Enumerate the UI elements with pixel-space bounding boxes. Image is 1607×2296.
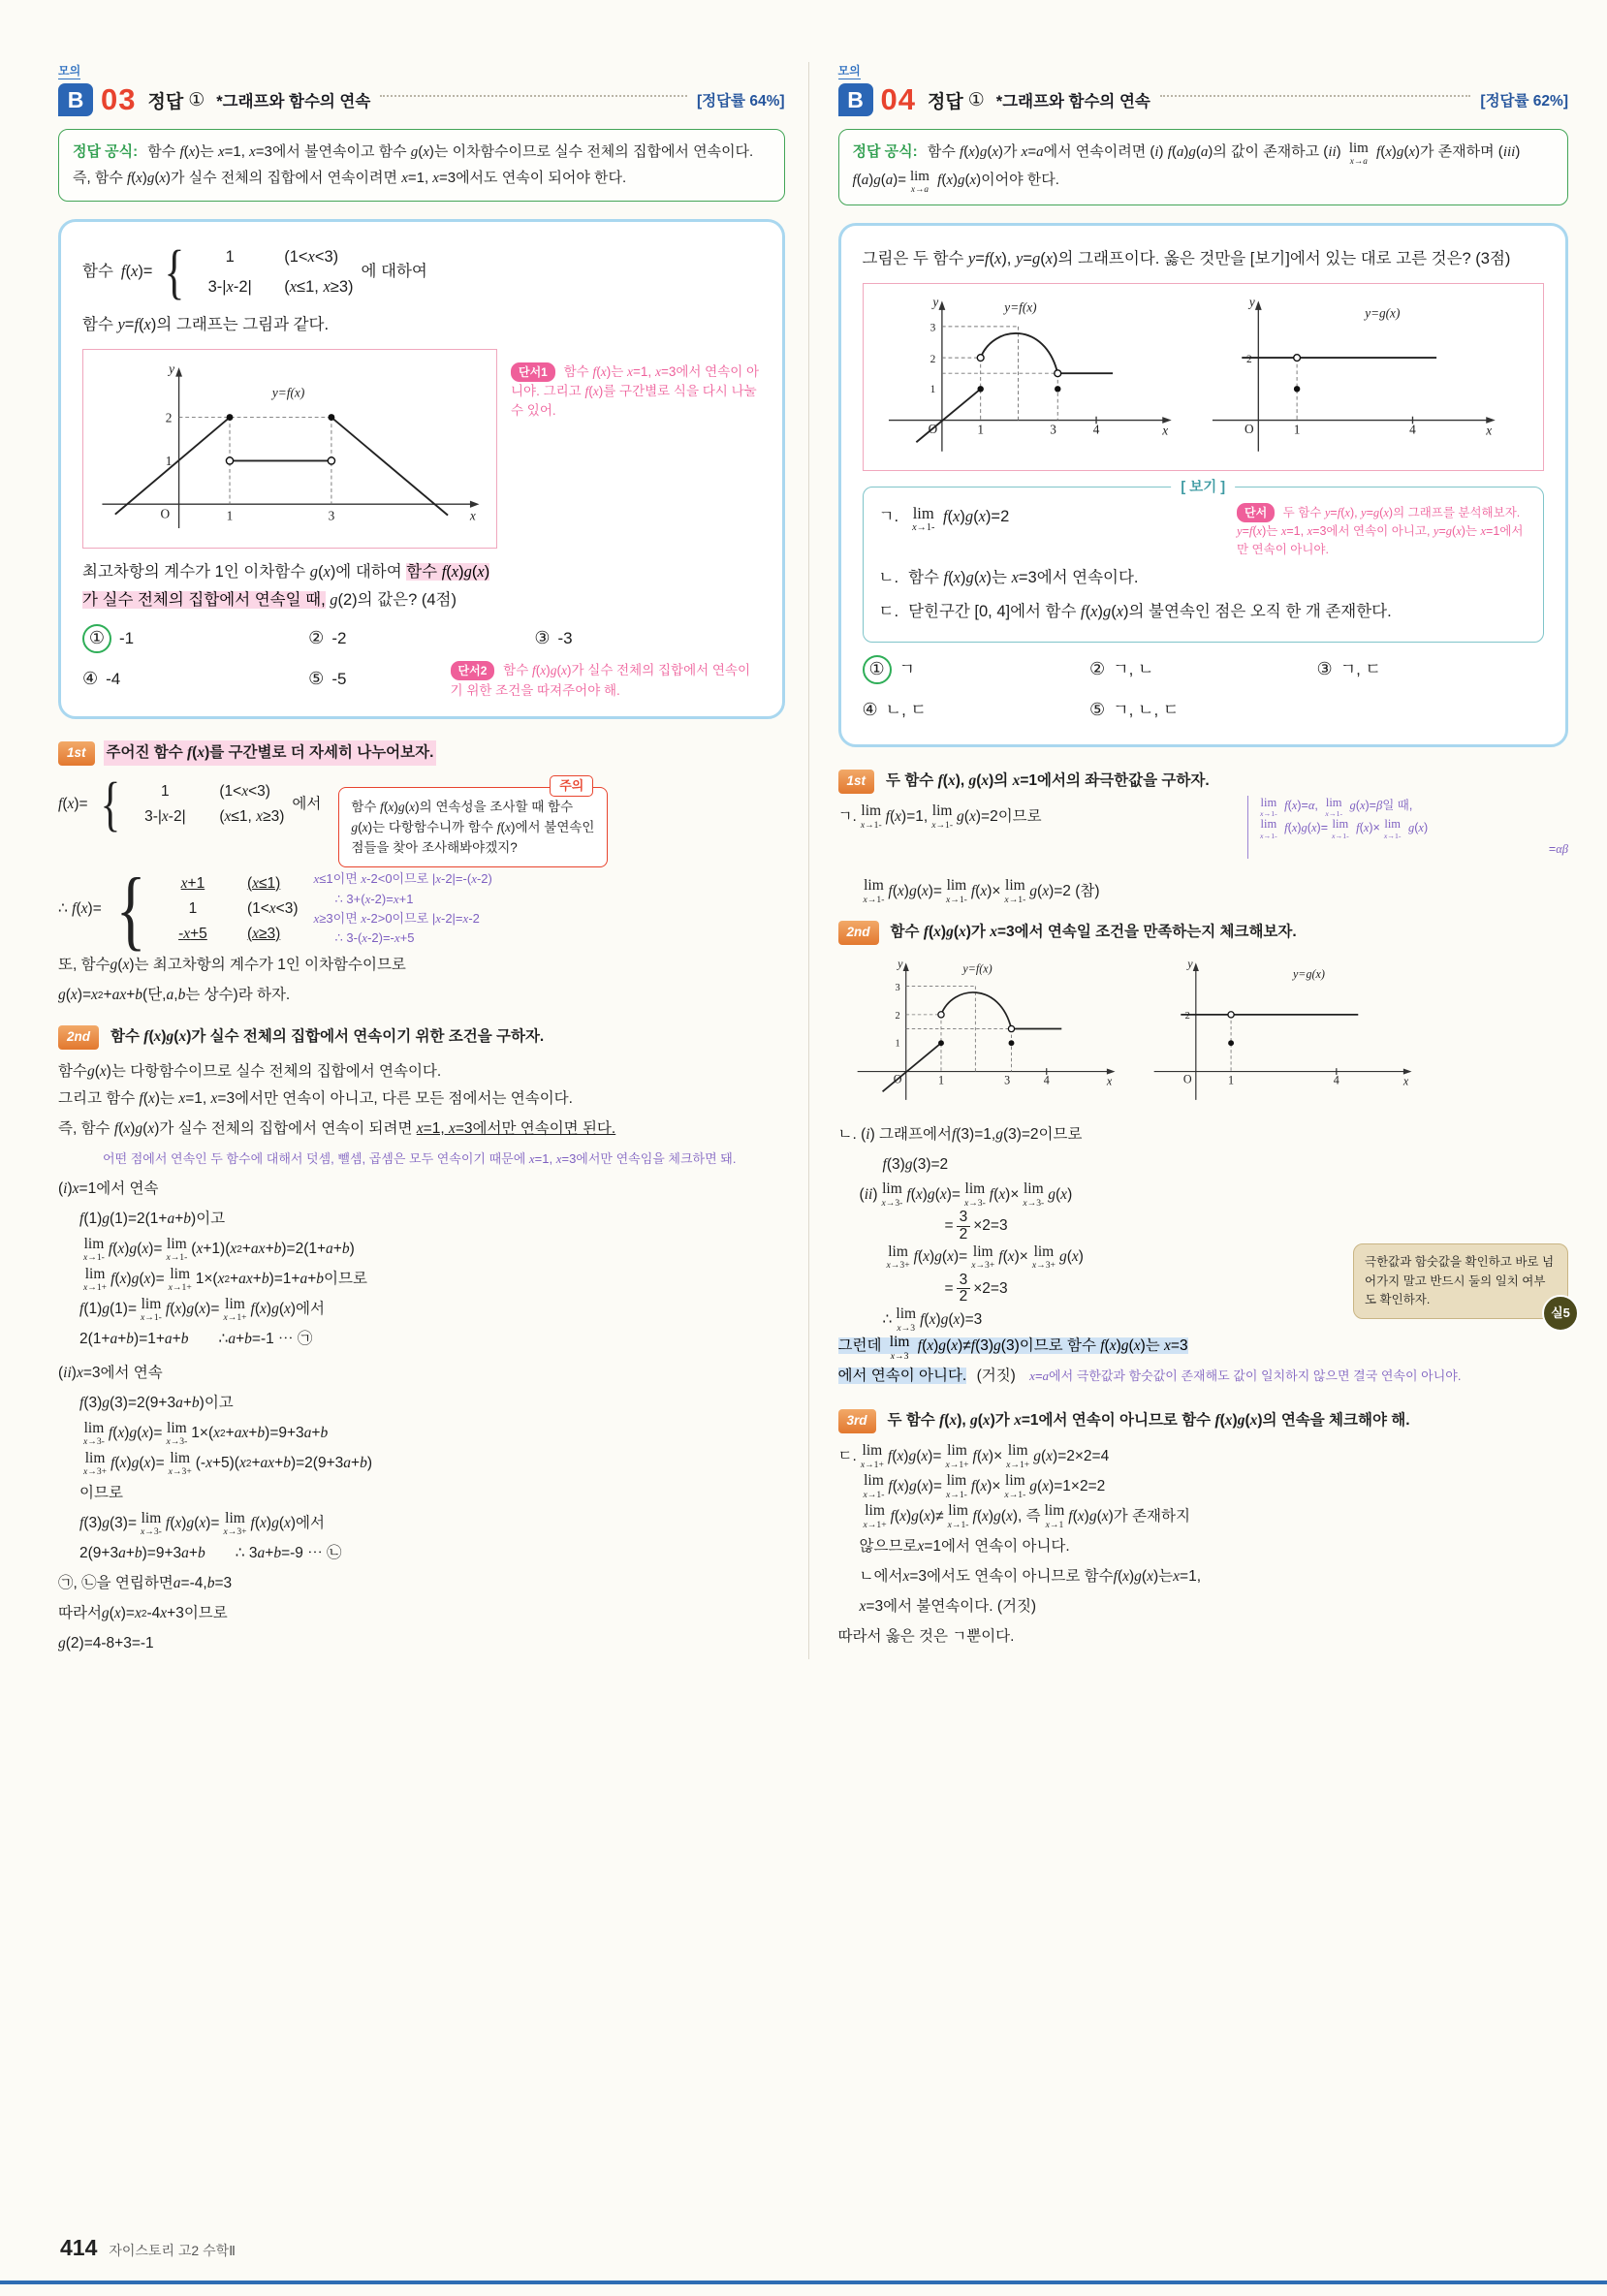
solution-line: 2(1+ a + b )=1+ a + b ∴ a + b =-1 ⋯ ㉠ <box>79 1331 313 1348</box>
solution-line: ㄴ에서 x =3에서도 연속이 아니므로 함수 f ( x ) g ( x )는 x =1, <box>859 1567 1201 1585</box>
choice-5: ⑤ ㄱ, ㄴ, ㄷ <box>1089 699 1180 719</box>
selected-answer-ring: ① <box>82 624 111 653</box>
f-tick-2: 2 <box>930 353 935 365</box>
step1-title: 두 함수 f(x), g(x)의 x=1에서의 좌극한값을 구하자. <box>886 772 1210 790</box>
b04-question-intro: 그림은 두 함수 y=f(x), y=g(x)의 그래프이다. 옳은 것만을 [보기]에서 있는 대로 고른 것은? (3점) <box>862 249 1511 268</box>
step1-title: 주어진 함수 f(x)를 구간별로 더 자세히 나누어보자. <box>104 740 437 766</box>
dotted-leader <box>380 95 687 97</box>
solution-line: ㄴ. ( i ) 그래프에서 f (3)=1, g (3)=2이므로 <box>837 1125 1083 1143</box>
b04-hint <box>1237 503 1528 559</box>
step-badge-1st: 1st <box>58 741 95 766</box>
b03-header <box>58 82 785 117</box>
solution-line: 따라서 g ( x )= x 2 -4 x +3이므로 <box>58 1605 228 1622</box>
b03-answer-label: 정답 <box>147 91 184 112</box>
solution-line: lim x→1- f ( x ) g ( x )= lim x→1- f ( x )× lim x→1- g ( x )=2 (참) <box>863 877 1100 905</box>
choice-5: ⑤ -5 <box>308 668 347 688</box>
step2-title: 함수 f(x)g(x)가 실수 전체의 집합에서 연속이기 위한 조건을 구하자. <box>110 1027 545 1045</box>
case-row: -x+5 (x≥3) <box>178 925 281 942</box>
mock-exam-tag: 모의 <box>58 64 81 78</box>
tick-x3: 3 <box>328 508 335 523</box>
open-point <box>328 456 334 463</box>
solution-line: f (3) g (3)= lim x→3- f ( x ) g ( x )= lim x→3+ f ( x ) g ( x )에서 <box>79 1509 325 1538</box>
purple-note: 어떤 점에서 연속인 두 함수에 대해서 덧셈, 뺄셈, 곱셈은 모두 연속이기 때문에 x=1, x=3에서만 연속임을 체크하면 돼. <box>103 1150 737 1166</box>
f-left-branch <box>882 1043 940 1091</box>
step-badge-3rd: 3rd <box>838 1409 876 1433</box>
tick-y2: 2 <box>165 409 173 425</box>
b03-answer-mark: ① <box>188 89 205 110</box>
svg-text:3: 3 <box>1003 1073 1010 1087</box>
f-tick-3: 3 <box>930 322 935 334</box>
solution-line: 함수 g ( x )는 다항함수이므로 실수 전체의 집합에서 연속이다. <box>58 1063 442 1081</box>
svg-text:3: 3 <box>895 983 900 994</box>
mistake-badge: 실5 <box>1542 1295 1579 1332</box>
piecewise-cases <box>160 238 354 305</box>
caution-callout <box>338 777 608 867</box>
solution-line: ㉠, ㉡을 연립하면 a =-4, b =3 <box>58 1575 233 1592</box>
boki-label: [ 보기 ] <box>1171 476 1235 500</box>
caution-tab: 주의 <box>550 775 593 797</box>
b04-solution-graphs <box>838 953 1568 1112</box>
open-point <box>226 456 233 463</box>
boki-item-d: ㄷ. 닫힌구간 [0, 4]에서 함수 f(x)g(x)의 불연속인 점은 오직 한 개 존재한다. <box>878 602 1392 621</box>
underlined-conclusion: x=1, x=3에서만 연속이면 된다. <box>416 1119 616 1137</box>
purple-side-notes: x≤1이면 x-2<0이므로 |x-2|=-(x-2) ∴ 3+(x-2)=x+1 x≥3이면 x-2>0이므로 |x-2|=x-2 ∴ 3-(x-2)=-x+5 <box>313 871 492 945</box>
svg-text:O: O <box>893 1072 901 1086</box>
open-point <box>977 355 984 362</box>
closed-point <box>328 414 334 421</box>
open-point <box>1054 370 1060 377</box>
mock-exam-tag: 모의 <box>837 64 861 78</box>
solution-function-def: f(x)= { 1 (1<x<3) 3-|x-2| (x≤1, x≥3) 에서 <box>58 771 322 837</box>
case-row: x+1 (x≤1) <box>180 874 281 892</box>
b03-solution <box>58 740 785 1659</box>
curve-label: y=f(x) <box>271 385 305 400</box>
solution-line: lim x→3- f ( x ) g ( x )= lim x→3- 1×( x 2 + ax + b )=9+3 a + b <box>83 1419 329 1448</box>
closed-point <box>227 414 234 421</box>
case-brace: { <box>164 238 185 305</box>
hint2-text: 함수 f(x)g(x)가 실수 전체의 집합에서 연속이기 위한 조건을 따져주어야 해. <box>450 663 751 698</box>
svg-text:4: 4 <box>1043 1073 1050 1087</box>
case1-heading: ( i ) x =1에서 연속 <box>58 1180 159 1198</box>
solution-line: lim x→1+ f ( x ) g ( x )≠ lim x→1- f ( x ) g ( x ), 즉 lim x→1 f ( x ) g ( x )가 존재하지 <box>863 1502 1190 1530</box>
bottom-rule <box>0 2280 1607 2284</box>
step3-title: 두 함수 f(x), g(x)가 x=1에서 연속이 아니므로 함수 f(x)g(x)의 연속을 체크해야 해. <box>887 1412 1410 1430</box>
solution-line: ∴ lim x→3 f ( x ) g ( x )=3 <box>882 1305 983 1334</box>
choice-3: ③ ㄱ, ㄷ <box>1316 659 1381 679</box>
g-tick-2: 2 <box>1245 353 1252 365</box>
page-footer <box>60 2235 236 2261</box>
solution-line: f (3) g (3)=2(9+3 a + b )이고 <box>79 1395 234 1412</box>
question-highlight2: 가 실수 전체의 집합에서 연속일 때, <box>82 590 326 609</box>
closed-point <box>1055 386 1060 392</box>
solution-conclusion: 에서 연속이 아니다. (거짓) x=a에서 극한값과 함숫값이 존재해도 값이 일치하지 않으면 결국 연속이 아니야. <box>837 1368 1462 1385</box>
svg-text:y=g(x): y=g(x) <box>1292 967 1325 982</box>
b04-problem-number: 04 <box>880 82 917 116</box>
graph-caption: 함수 y=f(x)의 그래프는 그림과 같다. <box>82 314 330 333</box>
f-arc <box>941 992 1012 1029</box>
page-number: 414 <box>60 2235 98 2260</box>
solution-line: 또, 함수 g ( x )는 최고차항의 계수가 1인 이차함수이므로 <box>58 957 406 974</box>
b04-solution <box>838 769 1568 1651</box>
choice-4: ④ ㄴ, ㄷ <box>862 699 927 719</box>
case-row: 3-|x-2| (x≤1, x≥3) <box>144 808 285 826</box>
caution-text: 함수 f(x)g(x)의 연속성을 조사할 때 함수 g(x)는 다항함수니까 함수 f(x)에서 불연속인 점들을 찾아 조사해봐야겠지? <box>351 799 595 855</box>
boki-item-n: ㄴ. 함수 f(x)g(x)는 x=3에서 연속이다. <box>878 568 1139 587</box>
solution-final-line: 따라서 옳은 것은 ㄱ뿐이다. <box>837 1627 1015 1645</box>
b03-type-badge: B <box>58 83 93 116</box>
solution-line: f (1) g (1)=2(1+ a + b )이고 <box>79 1211 226 1228</box>
solution-conclusion: 그런데 lim x→3 f(x)g(x)≠f(3)g(3)이므로 함수 f(x)g(x)는 x=3 <box>837 1334 1188 1362</box>
y-axis-label: y <box>931 295 938 310</box>
solution-line: lim x→1- f ( x ) g ( x )= lim x→1- ( x +1)( x 2 + ax + b )=2(1+ a + b ) <box>83 1235 355 1264</box>
question-part1: 최고차항의 계수가 1인 이차함수 g(x)에 대하여 <box>82 561 407 581</box>
solution-line: x =3에서 불연속이다. (거짓) <box>859 1597 1037 1615</box>
b03-formula-box <box>58 129 785 202</box>
advice-bubble-wrap <box>1353 1243 1568 1319</box>
func-intro: 함수 <box>82 263 113 281</box>
b04-problem-box <box>838 223 1568 747</box>
b04-header <box>838 82 1568 117</box>
boki-item-g: ㄱ. lim x→1- f(x)g(x)=2 단서 두 함수 y=f(x), y=g(x)의 그래프를 분석해보자. y=f(x)는 x=1, x=3에서 연속이 아니고, y=g(x)는 x=1에서만 연속이 아니야. <box>879 503 1528 559</box>
step2-title: 함수 f(x)g(x)가 x=3에서 연속일 조건을 만족하는지 체크해보자. <box>890 924 1297 941</box>
svg-text:4: 4 <box>1333 1073 1339 1087</box>
svg-text:O: O <box>1182 1072 1192 1086</box>
b04-answer-rate: [정답률 62%] <box>1480 93 1568 110</box>
choice-2: ② -2 <box>308 628 347 648</box>
step-badge-2nd: 2nd <box>58 1025 99 1050</box>
g-tick-x4: 4 <box>1408 422 1416 437</box>
b04-graph-frame <box>863 283 1544 471</box>
choice-3: ③ -3 <box>534 628 573 648</box>
b04-answer-label: 정답 <box>928 91 963 112</box>
b04-choices <box>863 654 1544 725</box>
hint1-text: 함수 f(x)는 x=1, x=3에서 연속이 아니야. 그리고 f(x)를 구간별로 식을 다시 나눌 수 있어. <box>511 363 760 419</box>
question-part2: g(2)의 값은? (4점) <box>330 589 457 609</box>
choice-4: ④ -4 <box>82 668 121 688</box>
solution-line: f (3) g (3)=2 <box>882 1155 949 1173</box>
boki-box <box>863 479 1544 643</box>
solution-line: f (1) g (1)= lim x→1- f ( x ) g ( x )= lim x→1+ f ( x ) g ( x )에서 <box>79 1295 325 1324</box>
solution-line: lim x→3+ f ( x ) g ( x )= lim x→3+ (- x +5)( x 2 + ax + b )=2(9+3 a + b ) <box>83 1449 372 1478</box>
case-row: 3-|x-2| (x≤1, x≥3) <box>207 276 354 296</box>
b03-graph-frame <box>82 349 497 549</box>
f-tick-x4: 4 <box>1092 422 1099 437</box>
case-row: 1 (1<x<3) <box>188 899 299 917</box>
b03-graph <box>91 356 488 542</box>
origin-label: O <box>1244 421 1254 436</box>
f-left-branch <box>916 389 980 442</box>
svg-text:1: 1 <box>895 1038 900 1050</box>
func-tail: 에 대하여 <box>361 263 427 281</box>
solution-line: 그리고 함수 f(x)는 x=1, x=3에서만 연속이 아니고, 다른 모든 점에서는 연속이다. <box>58 1089 573 1107</box>
svg-text:2: 2 <box>1184 1011 1190 1022</box>
y-axis-label: y <box>169 361 175 376</box>
y-axis-label: y <box>1248 295 1255 310</box>
svg-text:y: y <box>1186 957 1193 971</box>
hint-text: 두 함수 y=f(x), y=g(x)의 그래프를 분석해보자. y=f(x)는 x=1, x=3에서 연속이 아니고, y=g(x)는 x=1에서만 연속이 아니야. <box>1237 505 1524 556</box>
purple-note: x=a에서 극한값과 함숫값이 존재해도 값이 일치하지 않으면 결국 연속이 아니야. <box>1029 1368 1462 1384</box>
dotted-leader <box>1160 95 1471 97</box>
book-title: 자이스토리 고2 수학Ⅱ <box>109 2243 236 2258</box>
formula-title: 정답 공식: <box>73 143 139 160</box>
formula-text: 함수 f(x)는 x=1, x=3에서 불연속이고 함수 g(x)는 이차함수이므로 실수 전체의 집합에서 연속이다. 즉, 함수 f(x)g(x)가 실수 전체의 집합에서 연속이려면 x=1, x=3에서도 연속이 되어야 한다. <box>73 143 754 186</box>
x-axis-label: x <box>1161 423 1168 438</box>
choice-1: ① ㄱ <box>863 654 1089 685</box>
solution-line: g (2)=4-8+3=-1 <box>58 1635 154 1652</box>
question-highlight1: 함수 f(x)g(x) <box>406 561 490 581</box>
column-b04 <box>808 62 1568 1659</box>
hint-badge: 단서 <box>1237 503 1275 522</box>
case-row: 1 (1<x<3) <box>161 783 270 801</box>
svg-text:y: y <box>897 957 903 971</box>
curve-right-branch <box>331 417 448 515</box>
solution-line: lim x→1+ f ( x ) g ( x )= lim x→1+ 1×( x 2 + ax + b )=1+ a + b 이므로 <box>83 1265 367 1294</box>
f-tick-1: 1 <box>930 384 935 396</box>
formula-title: 정답 공식: <box>852 143 918 160</box>
f-tick-x1: 1 <box>976 422 984 437</box>
selected-answer-ring: ① <box>863 655 892 684</box>
b04-type-badge: B <box>838 83 873 116</box>
closed-point <box>1293 386 1299 392</box>
b04-graph-f-repeat <box>838 953 1129 1112</box>
f-arc <box>980 333 1057 373</box>
b04-graph-g <box>1191 290 1511 464</box>
g-tick-x1: 1 <box>1293 422 1300 437</box>
b03-hint2 <box>451 661 761 701</box>
svg-text:1: 1 <box>1227 1073 1234 1087</box>
solution-line: 이므로 <box>79 1485 123 1502</box>
solution-line: lim x→3+ f ( x ) g ( x )= lim x→3+ f ( x )× lim x→3+ g ( x ) <box>886 1242 1084 1272</box>
x-axis-label: x <box>1485 423 1492 438</box>
b04-topic: *그래프와 함수의 연속 <box>995 93 1150 110</box>
func-lead: f(x)= <box>120 262 153 281</box>
advice-bubble: 극한값과 함숫값을 확인하고 바로 넘어가지 말고 반드시 둘의 일치 여부도 확인하자. 실5 <box>1353 1243 1568 1319</box>
b04-formula-box <box>838 129 1568 205</box>
origin-label: O <box>160 506 171 521</box>
svg-text:1: 1 <box>937 1073 944 1087</box>
g-curve-label: y=g(x) <box>1364 305 1400 321</box>
b03-function-definition <box>82 238 761 305</box>
column-b03 <box>58 62 808 1659</box>
hint1-badge: 단서1 <box>511 362 555 382</box>
solution-line: ㄱ. lim x→1- f ( x )=1, lim x→1- g ( x )=2이므로 <box>837 802 1042 831</box>
formula-text: 함수 f(x)g(x)가 x=a에서 연속이려면 (i) f(a)g(a)의 값이 존재하고 (ii) lim x→a f(x)g(x)가 존재하며 (iii) f(a)g(a)= lim x→a f(x)g(x)이어야 한다. <box>852 141 1521 195</box>
b04-graph-f <box>867 290 1187 464</box>
case-row: 1 (1<x<3) <box>225 247 339 266</box>
tick-x1: 1 <box>226 508 234 523</box>
b03-problem-number: 03 <box>101 82 137 116</box>
step-badge-2nd: 2nd <box>838 921 879 945</box>
closed-point <box>977 386 983 392</box>
b03-topic: *그래프와 함수의 연속 <box>216 93 371 110</box>
b04-graph-g-repeat <box>1135 953 1426 1112</box>
step-badge-1st: 1st <box>838 770 875 794</box>
purple-note-limits: lim x→1- f(x)=α, lim x→1- g(x)=β일 때, lim x→1- f(x)g(x)= lim x→1- f(x)× lim x→1- g(x) =αβ <box>1247 796 1568 859</box>
solution-line: 2(9+3 a + b )=9+3 a + b ∴ 3 a + b =-9 ⋯ ㉡ <box>79 1545 342 1562</box>
svg-text:x: x <box>1106 1074 1112 1088</box>
solution-line: 않으므로 x =1에서 연속이 아니다. <box>859 1537 1070 1555</box>
solution-line: g ( x )= x 2 + ax + b (단, a , b 는 상수)라 하자. <box>58 987 291 1004</box>
solution-line: 즉, 함수 f(x)g(x)가 실수 전체의 집합에서 연속이 되려면 x=1, x=3에서만 연속이면 된다. <box>58 1119 616 1137</box>
hint2-badge: 단서2 <box>451 661 495 680</box>
origin-label: O <box>928 421 937 436</box>
b03-question <box>82 558 761 614</box>
solution-line: = $\frac{3}{2}$ ×2=3 <box>944 1209 1008 1242</box>
open-point <box>1293 355 1300 362</box>
solution-line: ( ii ) lim x→3- f ( x ) g ( x )= lim x→3- f ( x )× lim x→3- g ( x ) <box>859 1180 1073 1209</box>
svg-text:y=f(x): y=f(x) <box>961 961 993 976</box>
f-tick-x3: 3 <box>1049 422 1056 437</box>
solution-line: ㄷ. lim x→1+ f ( x ) g ( x )= lim x→1+ f ( x )× lim x→1+ g ( x )=2×2=4 <box>837 1442 1110 1470</box>
case2-heading: ( ii ) x =3에서 연속 <box>58 1365 163 1382</box>
b03-hint1 <box>511 349 761 422</box>
solution-line: = $\frac{3}{2}$ ×2=3 <box>944 1271 1008 1305</box>
solution-piecewise-result: ∴ f(x)= { x+1 (x≤1) 1 (1<x<3) -x+5 (x≥3) <box>58 859 299 959</box>
choice-2: ② ㄱ, ㄴ <box>1089 659 1154 679</box>
svg-text:2: 2 <box>895 1011 900 1022</box>
tick-y1: 1 <box>165 453 173 468</box>
f-curve-label: y=f(x) <box>1003 299 1037 315</box>
x-axis-label: x <box>469 508 476 523</box>
choice-1: ① -1 <box>82 623 308 654</box>
b03-problem-box <box>58 219 785 719</box>
b03-answer-rate: [정답률 64%] <box>696 93 785 110</box>
svg-text:x: x <box>1402 1074 1408 1088</box>
curve-left-branch <box>115 417 230 514</box>
b04-answer-mark: ① <box>967 89 985 110</box>
solution-line: lim x→1- f ( x ) g ( x )= lim x→1- f ( x )× lim x→1- g ( x )=1×2=2 <box>863 1472 1106 1500</box>
